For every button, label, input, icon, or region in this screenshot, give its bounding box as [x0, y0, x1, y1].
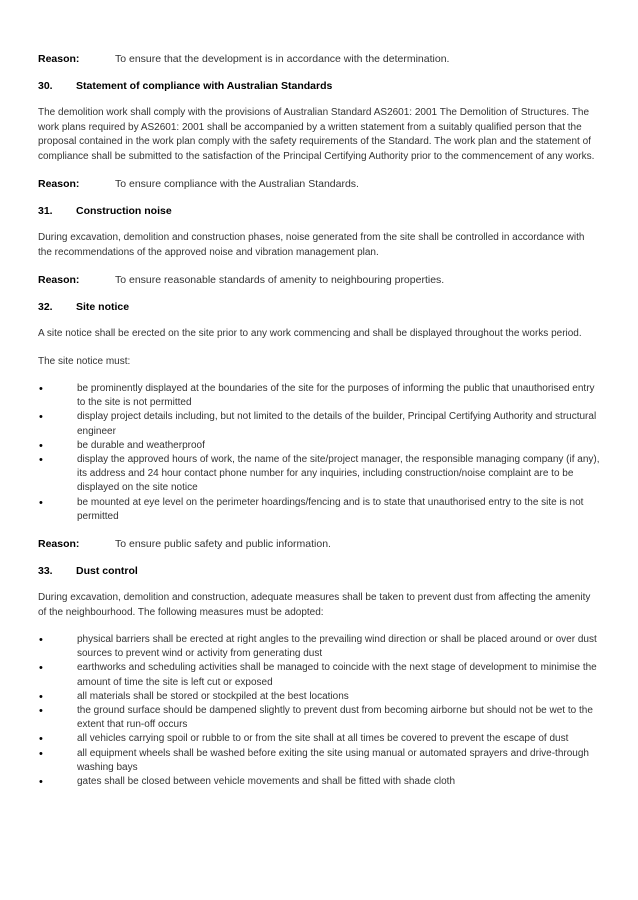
- bullet-icon: •: [39, 634, 43, 647]
- bullet-icon: •: [39, 705, 43, 718]
- reason-label: Reason:: [38, 538, 80, 551]
- list-item-text: be mounted at eye level on the perimeter hoardings/fencing and is to state that unauthorised entry to the site is not permitted: [77, 496, 584, 522]
- list-item-text: be durable and weatherproof: [77, 439, 205, 451]
- reason-text: To ensure reasonable standards of amenity to neighbouring properties.: [115, 274, 445, 286]
- section-32-paragraph-1: A site notice shall be erected on the site prior to any work commencing and shall be displayed throughout the works period.: [38, 328, 582, 339]
- section-number: 31.: [38, 205, 53, 217]
- list-item: [38, 704, 600, 732]
- section-number: 30.: [38, 80, 53, 92]
- reason-label: Reason:: [38, 53, 80, 65]
- list-item: [38, 775, 600, 789]
- reason-32: [38, 537, 600, 551]
- section-33-heading: [38, 564, 600, 578]
- list-item-text: all vehicles carrying spoil or rubble to or from the site shall at all times be covered to prevent the escape of dust: [77, 733, 569, 745]
- list-item-text: be prominently displayed at the boundaries of the site for the purposes of informing the public that unauthorised entry to the site is not permitted: [77, 383, 595, 409]
- bullet-icon: •: [39, 662, 43, 675]
- bullet-icon: •: [39, 747, 43, 760]
- list-item-text: the ground surface should be dampened slightly to prevent dust from becoming airborne but should not be wet to the extent that run-off occurs: [77, 705, 593, 731]
- reason-label: Reason:: [38, 178, 80, 190]
- reason-label: Reason:: [38, 274, 80, 286]
- section-32-paragraph-2: The site notice must:: [38, 355, 131, 367]
- reason-31: [38, 273, 600, 287]
- bullet-icon: •: [39, 411, 43, 424]
- list-item: [38, 496, 600, 524]
- dust-control-list: [38, 633, 600, 789]
- list-item: [38, 410, 600, 438]
- document-page: [38, 52, 600, 789]
- list-item: [38, 661, 600, 689]
- list-item: [38, 633, 600, 661]
- section-number: 32.: [38, 301, 53, 313]
- bullet-icon: •: [39, 454, 43, 467]
- reason-text: To ensure compliance with the Australian Standards.: [115, 178, 359, 190]
- section-31-heading: [38, 204, 600, 218]
- list-item-text: all materials shall be stored or stockpiled at the best locations: [77, 690, 349, 702]
- list-item-text: gates shall be closed between vehicle movements and shall be fitted with shade cloth: [77, 776, 456, 788]
- bullet-icon: •: [39, 776, 43, 789]
- section-title: Statement of compliance with Australian Standards: [76, 80, 333, 92]
- list-item: [38, 439, 600, 453]
- list-item-text: display the approved hours of work, the name of the site/project manager, the responsible managing company (if any), its address and 24 hour contact phone number for any inquiries, including construction/noise complaint are to be displayed on the site notice: [77, 454, 600, 494]
- list-item: [38, 453, 600, 496]
- list-item-text: earthworks and scheduling activities shall be managed to coincide with the next stage of development to minimise the amount of time the site is left cut or exposed: [77, 662, 597, 688]
- list-item: [38, 690, 600, 704]
- section-30-paragraph: The demolition work shall comply with the provisions of Australian Standard AS2601: 2001 The Demolition of Structures. The work plans required by AS2601: 2001 shall be accompanied by a written statement from a suitably qualified person that the proposal contained in the work plan comply with the safety requirements of the Standard. The work plan and the statement of compliance shall be submitted to the satisfaction of the Principal Certifying Authority prior to the commencement of any works.: [38, 107, 595, 162]
- section-32-heading: [38, 300, 600, 314]
- list-item-text: all equipment wheels shall be washed before exiting the site using manual or automated sprayers and drive-through washing bays: [77, 747, 589, 773]
- bullet-icon: •: [39, 439, 43, 452]
- reason-29: [38, 52, 600, 66]
- section-31-paragraph: During excavation, demolition and construction phases, noise generated from the site shall be controlled in accordance with the recommendations of the approved noise and vibration management plan.: [38, 232, 585, 258]
- reason-text: To ensure public safety and public information.: [115, 538, 331, 551]
- list-item-text: display project details including, but not limited to the details of the builder, Principal Certifying Authority and structural engineer: [77, 411, 597, 437]
- list-item: [38, 747, 600, 775]
- site-notice-list: [38, 382, 600, 524]
- reason-30: [38, 177, 600, 191]
- section-33-paragraph: During excavation, demolition and construction, adequate measures shall be taken to prevent dust from affecting the amenity of the neighbourhood. The following measures must be adopted:: [38, 592, 591, 618]
- bullet-icon: •: [39, 690, 43, 703]
- section-title: Site notice: [76, 301, 130, 313]
- reason-text: To ensure that the development is in accordance with the determination.: [115, 53, 450, 65]
- section-title: Construction noise: [76, 205, 172, 217]
- bullet-icon: •: [39, 383, 43, 395]
- bullet-icon: •: [39, 496, 43, 509]
- list-item: [38, 732, 600, 746]
- section-number: 33.: [38, 565, 53, 578]
- list-item-text: physical barriers shall be erected at right angles to the prevailing wind direction or shall be placed around or over dust sources to prevent wind or activity from generating dust: [77, 634, 597, 660]
- list-item: [38, 382, 600, 410]
- section-title: Dust control: [76, 565, 138, 578]
- bullet-icon: •: [39, 733, 43, 746]
- section-30-heading: [38, 79, 600, 93]
